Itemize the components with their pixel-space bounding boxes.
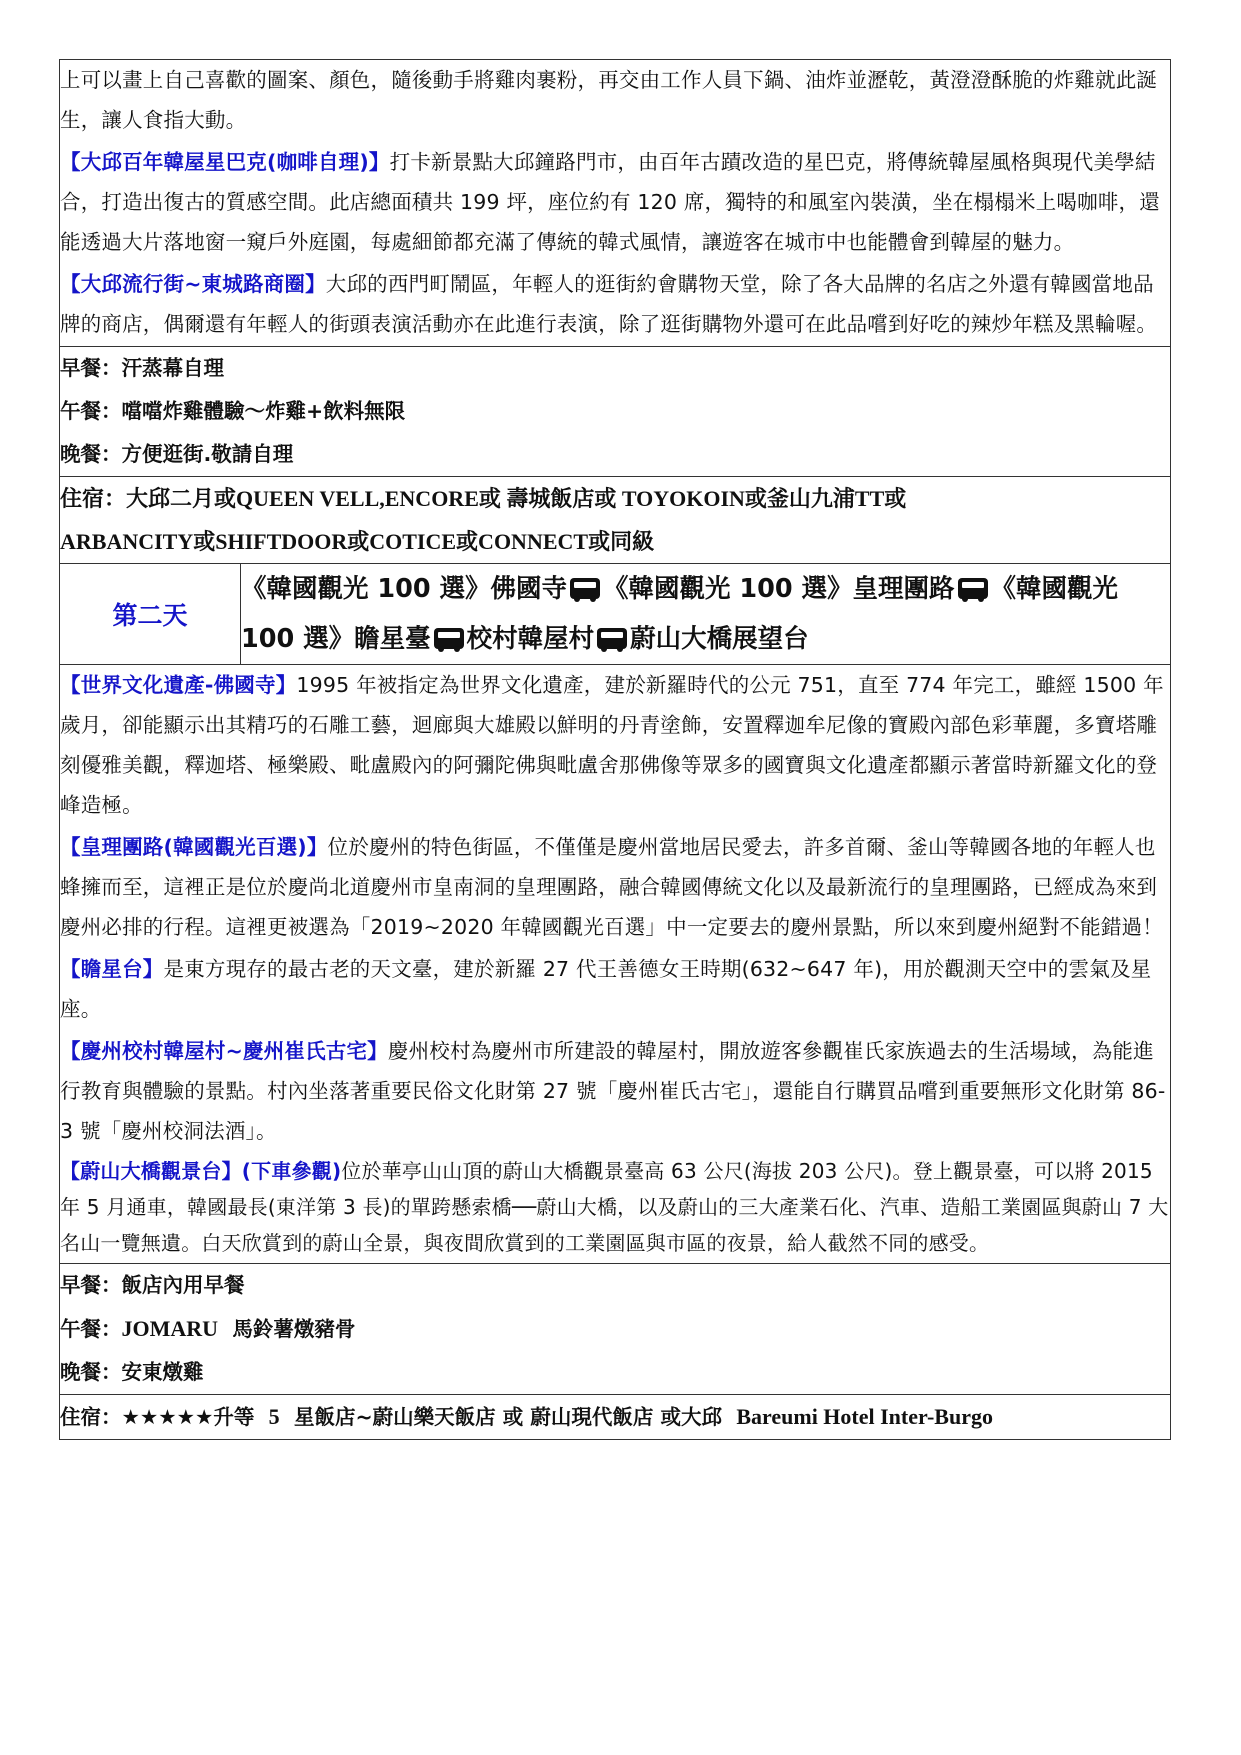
- day2-hotel-line: [60, 1395, 1170, 1439]
- dongseongro-paragraph: [60, 264, 1170, 344]
- day2-lunch-brand: JOMARU: [121, 1316, 219, 1341]
- day2-hotel-row: [60, 1395, 1171, 1440]
- day2-dinner: 晚餐：安東燉雞: [60, 1360, 204, 1384]
- bus-icon: [570, 578, 600, 599]
- day2-lunch-dish: 馬鈴薯燉豬骨: [232, 1317, 356, 1341]
- day1-description-row: [60, 60, 1171, 347]
- day2-hotel-cell: [60, 1395, 1171, 1440]
- dongseongro-title: 【大邱流行街~東城路商圈】: [60, 272, 326, 296]
- itinerary-table: [59, 59, 1171, 1440]
- starbucks-title: 【大邱百年韓屋星巴克(咖啡自理)】: [60, 150, 390, 174]
- cheomseongdae-title: 【瞻星台】: [60, 957, 164, 981]
- day2-description-cell: [60, 665, 1171, 1264]
- cheomseongdae-text: 是東方現存的最古老的天文臺，建於新羅 27 代王善德女王時期(632~647 年)，用於觀測天空中的雲氣及星座。: [60, 957, 1152, 1021]
- cheomseongdae-paragraph: [60, 949, 1170, 1029]
- day2-breakfast: 早餐：飯店內用早餐: [60, 1273, 245, 1297]
- route-hwangnidan: 《韓國觀光 100 選》皇理團路: [603, 574, 955, 604]
- day1-hotel-line1: 住宿：大邱二月或QUEEN VELL,ENCORE或 壽城飯店或 TOYOKOIN或釜山九浦TT或: [60, 486, 907, 511]
- day1-intro-paragraph: 上可以畫上自己喜歡的圖案、顏色，隨後動手將雞肉裹粉，再交由工作人員下鍋、油炸並瀝乾，黃澄澄酥脆的炸雞就此誕生，讓人食指大動。: [60, 68, 1158, 132]
- gyochon-text: 慶州校村為慶州市所建設的韓屋村，開放遊客參觀崔氏家族過去的生活場域，為能進行教育與體驗的景點。村內坐落著重要民俗文化財第 27 號「慶州崔氏古宅」，還能自行購買品嚐到重要無形文化財第 86-3 號「慶州校洞法酒」。: [60, 1039, 1166, 1143]
- day2-hotel-latin: Bareumi Hotel Inter-Burgo: [736, 1404, 993, 1429]
- bulguksa-title: 【世界文化遺產-佛國寺】: [60, 673, 297, 697]
- day2-description-row: [60, 665, 1171, 1264]
- ulsan-title: 【蔚山大橋觀景台】(下車參觀): [60, 1159, 342, 1183]
- day1-meals-cell: [60, 347, 1171, 477]
- day1-breakfast: 早餐：汗蒸幕自理: [60, 356, 224, 380]
- bus-icon: [434, 628, 464, 649]
- day2-meals-row: [60, 1264, 1171, 1395]
- bus-icon: [597, 628, 627, 649]
- day1-lunch: 午餐：噹噹炸雞體驗～炸雞+飲料無限: [60, 399, 406, 423]
- day1-hotel-row: [60, 477, 1171, 564]
- bus-icon: [958, 578, 988, 599]
- route-gyochon: 校村韓屋村: [466, 624, 595, 654]
- gyochon-paragraph: [60, 1031, 1170, 1151]
- day2-hotel-star-count: 5: [268, 1404, 280, 1429]
- ulsan-paragraph: [60, 1153, 1170, 1261]
- day2-hotel-text: 星飯店~蔚山樂天飯店 或 蔚山現代飯店 或大邱: [293, 1405, 723, 1429]
- day2-hotel-prefix: 住宿：★★★★★升等: [60, 1405, 255, 1429]
- starbucks-text: 打卡新景點大邱鐘路門市，由百年古蹟改造的星巴克，將傳統韓屋風格與現代美學結合，打造出復古的質感空間。此店總面積共 199 坪，座位約有 120 席，獨特的和風室內裝潢，坐在榻榻米上喝咖啡，還能透過大片落地窗一窺戶外庭園，每處細節都充滿了傳統的韓式風情，讓遊客在城市中也能體會到韓屋的魅力。: [60, 150, 1160, 254]
- day1-hotel-line2: ARBANCITY或SHIFTDOOR或COTICE或CONNECT或同級: [60, 529, 655, 554]
- day1-hotel-cell: [60, 477, 1171, 564]
- route-ulsan-bridge: 蔚山大橋展望台: [630, 624, 809, 654]
- bulguksa-paragraph: [60, 665, 1170, 825]
- gyochon-title: 【慶州校村韓屋村~慶州崔氏古宅】: [60, 1039, 388, 1063]
- day2-lunch: [60, 1307, 1170, 1351]
- route-bulguksa: 《韓國觀光 100 選》佛國寺: [241, 574, 567, 604]
- hwangnidan-title: 【皇理團路(韓國觀光百選)】: [60, 835, 328, 859]
- ulsan-text: 位於華亭山山頂的蔚山大橋觀景臺高 63 公尺(海拔 203 公尺)。登上觀景臺，可以將 2015 年 5 月通車，韓國最長(東洋第 3 長)的單跨懸索橋──蔚山大橋，以及蔚山的三大產業石化、汽車、造船工業園區與蔚山 7 大名山一覽無遺。白天欣賞到的蔚山全景，與夜間欣賞到的工業園區與市區的夜景，給人截然不同的感受。: [60, 1159, 1169, 1255]
- bulguksa-text: 1995 年被指定為世界文化遺產，建於新羅時代的公元 751，直至 774 年完工，雖經 1500 年歲月，卻能顯示出其精巧的石雕工藝，迴廊與大雄殿以鮮明的丹青塗飾，安置釋迦牟尼像的寶殿內部色彩華麗，多寶塔雕刻優雅美觀，釋迦塔、極樂殿、毗盧殿內的阿彌陀佛與毗盧舍那佛像等眾多的國寶與文化遺產都顯示著當時新羅文化的登峰造極。: [60, 673, 1164, 817]
- hwangnidan-text: 位於慶州的特色街區，不僅僅是慶州當地居民愛去，許多首爾、釜山等韓國各地的年輕人也蜂擁而至，這裡正是位於慶尚北道慶州市皇南洞的皇理團路，融合韓國傳統文化以及最新流行的皇理團路，已經成為來到慶州必排的行程。這裡更被選為「2019~2020 年韓國觀光百選」中一定要去的慶州景點，所以來到慶州絕對不能錯過！: [60, 835, 1163, 939]
- day1-meals-row: [60, 347, 1171, 477]
- day2-header-row: [60, 564, 1171, 665]
- day2-route: [241, 564, 1171, 665]
- dongseongro-text: 大邱的西門町鬧區，年輕人的逛街約會購物天堂，除了各大品牌的名店之外還有韓國當地品牌的商店，偶爾還有年輕人的街頭表演活動亦在此進行表演，除了逛街購物外還可在此品嚐到好吃的辣炒年糕及黑輪喔。: [60, 272, 1158, 336]
- day2-meals-cell: [60, 1264, 1171, 1395]
- day2-lunch-prefix: 午餐：: [60, 1317, 122, 1341]
- day1-dinner: 晚餐：方便逛街.敬請自理: [60, 442, 294, 466]
- day1-description-cell: [60, 60, 1171, 347]
- route-cheomseongdae: 《韓國觀光 100 選》瞻星臺: [241, 574, 1119, 654]
- day2-label: 第二天: [60, 564, 241, 665]
- starbucks-paragraph: [60, 142, 1170, 262]
- hwangnidan-paragraph: [60, 827, 1170, 947]
